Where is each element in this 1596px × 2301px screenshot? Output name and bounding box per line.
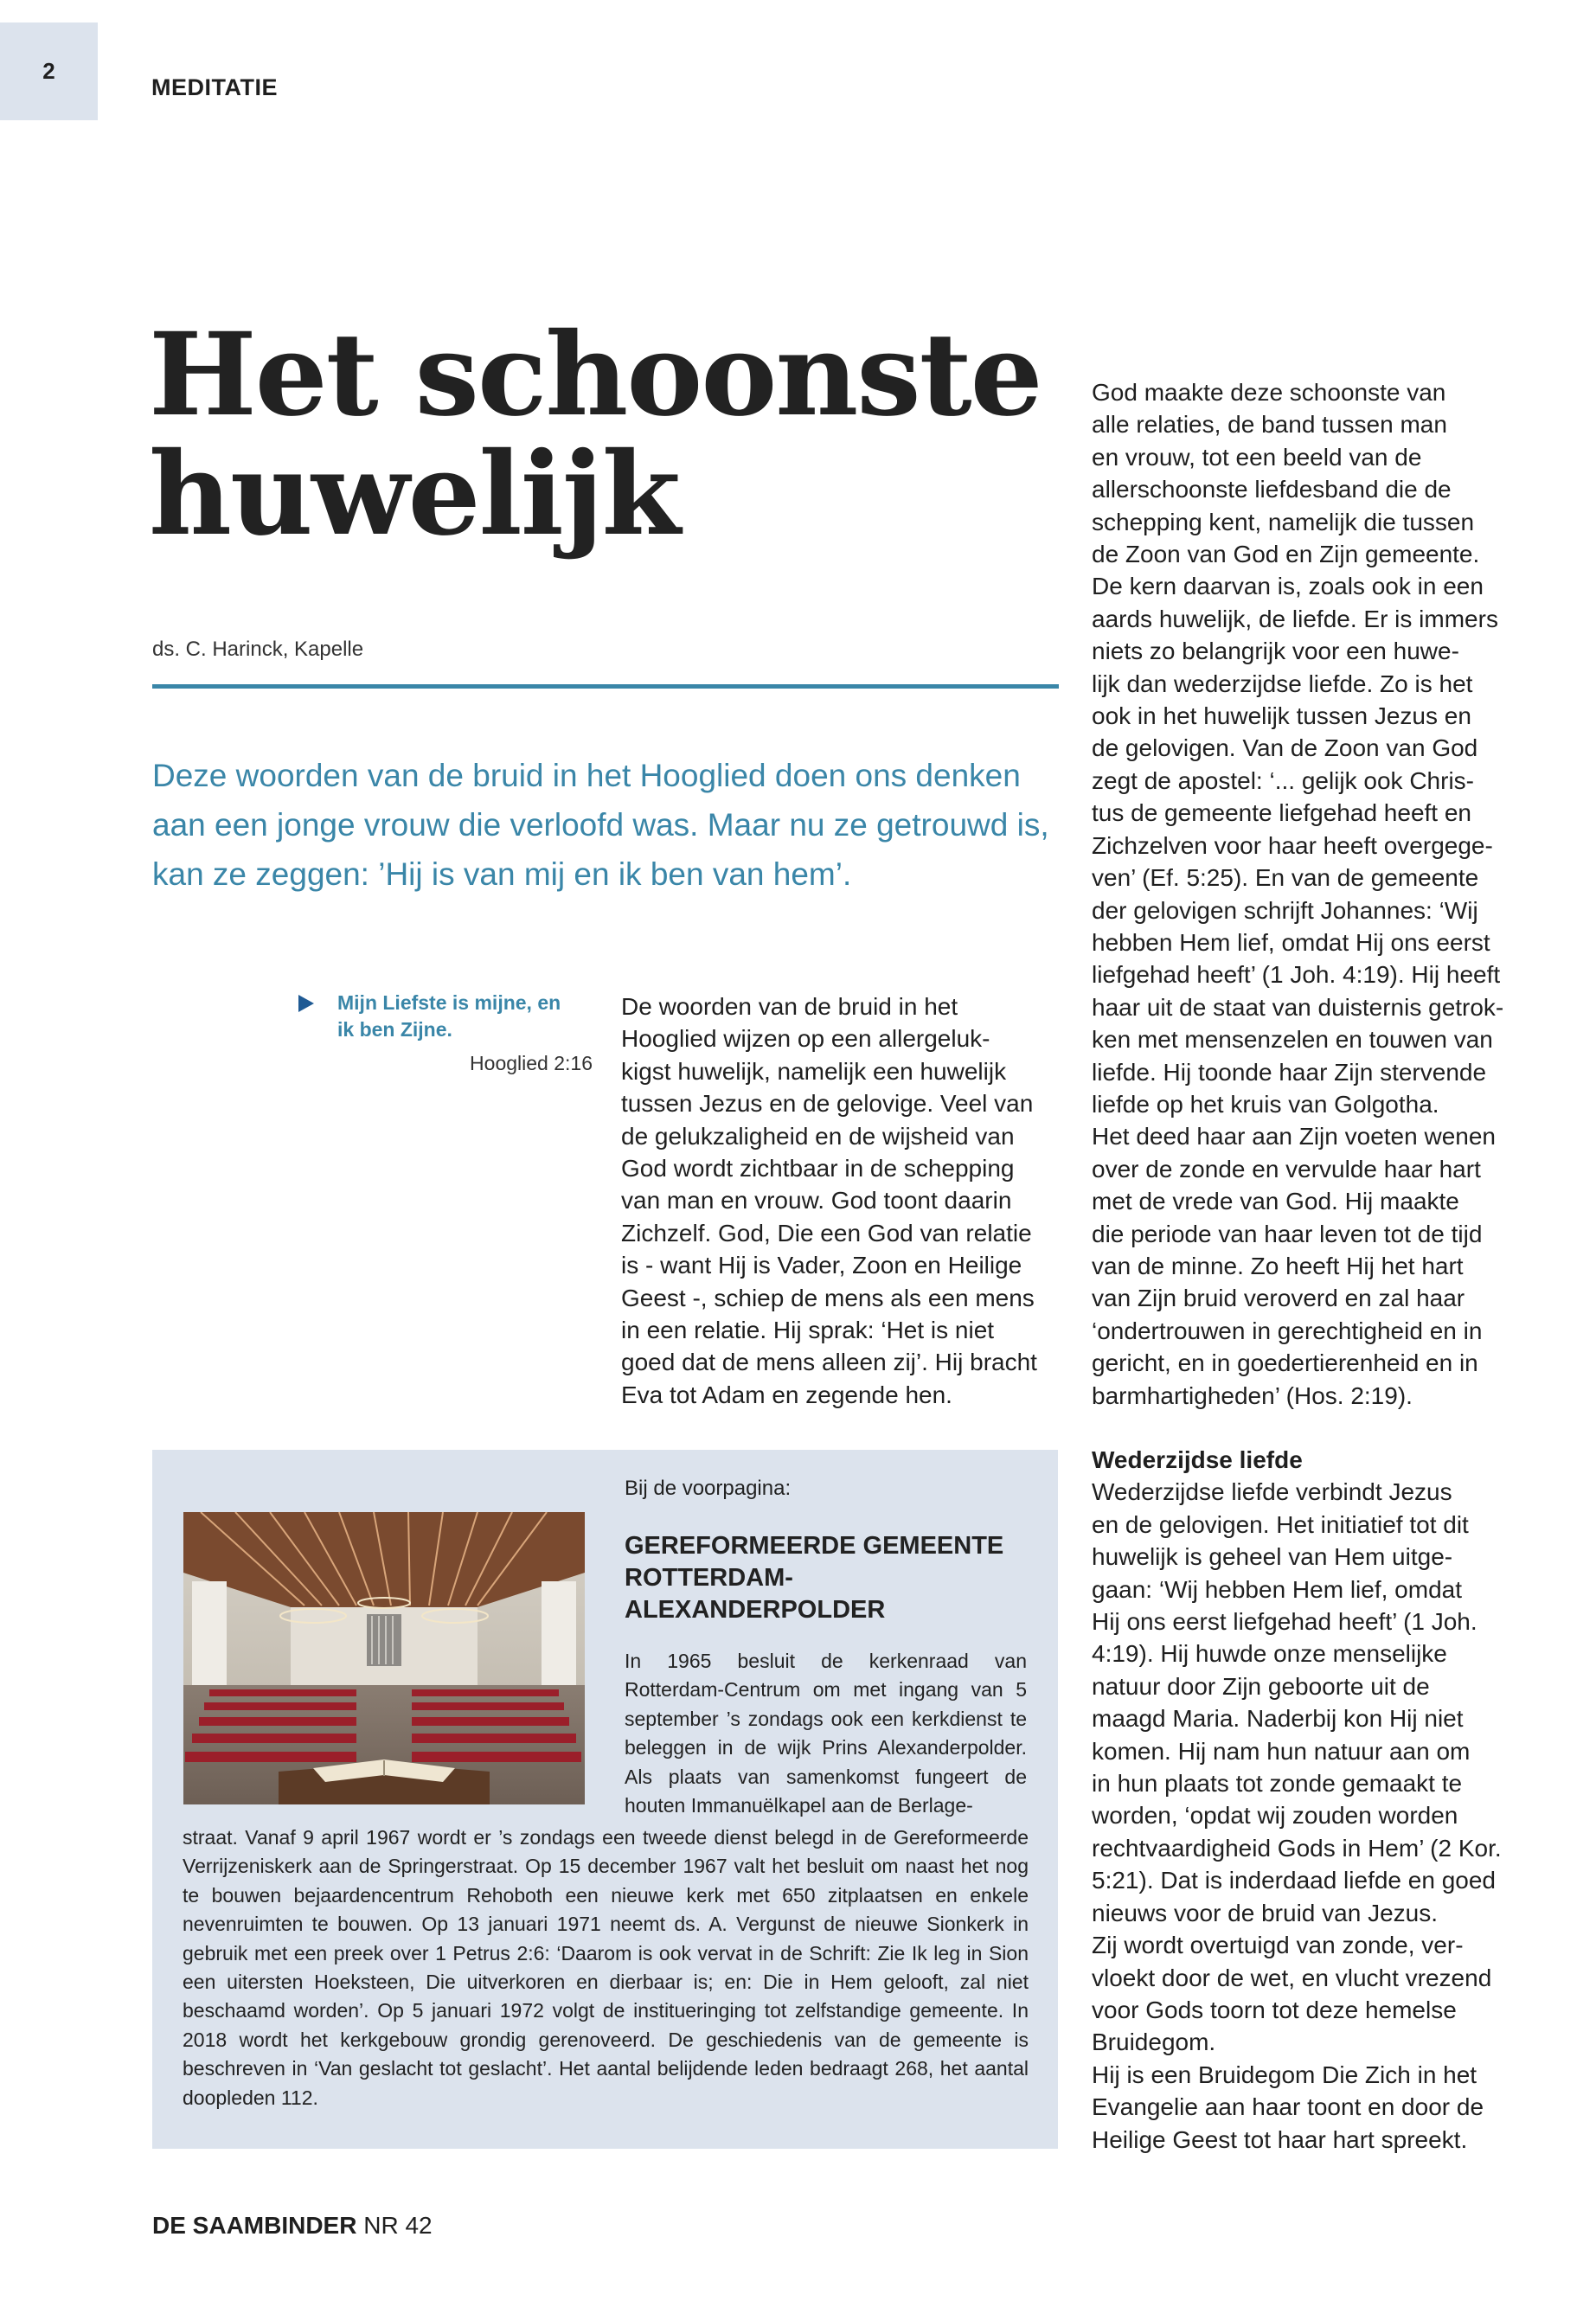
text-line: in een relatie. Hij sprak: ‘Het is niet	[621, 1317, 995, 1344]
text-line: van de minne. Zo heeft Hij het hart	[1092, 1252, 1464, 1279]
cover-heading-line: ALEXANDERPOLDER	[625, 1596, 886, 1624]
text-line: liefde. Hij toonde haar Zijn stervende	[1092, 1058, 1487, 1086]
cover-text-bottom: straat. Vanaf 9 april 1967 wordt er ’s zondags een tweede dienst belegd in de Gereformeerde Verrijzeniskerk aan de Springerstraat. Op 15 december 1967 valt het besluit om naast het nog te bouwen bejaardencentrum Rehoboth een nieuwe kerk met 650 zitplaatsen en enkele nevenruimten te bouwen. Op 13 januari 1971 neemt ds. A. Vergunst de nieuwe Sionkerk in gebruik met een preek over 1 Petrus 2:6: ‘Daarom is ook vervat in de Schrift: Zie Ik leg in Sion een uitersten Hoeksteen, Die uitverkoren en dierbaar is; en: Die in Hem gelooft, zal niet beschaamd worden’. Op 5 januari 1972 volgt de institueringing tot zelfstandige gemeente. In 2018 wordt het kerkgebouw grondig gerenoveerd. De geschiedenis van de gemeente is beschreven in ‘Van geslacht tot geslacht’. Het aantal belijdende leden bedraagt 268, het aantal doopleden 112.	[183, 1826, 1029, 2109]
church-interior-photo	[183, 1512, 585, 1804]
text-line: vloekt door de wet, en vlucht vrezend	[1092, 1964, 1492, 1991]
text-line: Wederzijdse liefde verbindt Jezus	[1092, 1478, 1452, 1506]
cover-heading	[625, 1530, 1040, 1626]
text-line: gericht, en in goedertierenheid en in	[1092, 1349, 1478, 1377]
text-line: met de vrede van God. Hij maakte	[1092, 1188, 1459, 1215]
text-line: barmhartigheden’ (Hos. 2:19).	[1092, 1381, 1413, 1409]
text-line: hebben Hem lief, omdat Hij ons eerst	[1092, 928, 1490, 956]
text-line: ven’ (Ef. 5:25). En van de gemeente	[1092, 864, 1479, 892]
text-line: Hij is een Bruidegom Die Zich in het	[1092, 2061, 1477, 2088]
text-line: natuur door Zijn geboorte uit de	[1092, 1672, 1430, 1700]
text-line: God maakte deze schoonste van	[1092, 379, 1446, 406]
text-line: nieuws voor de bruid van Jezus.	[1092, 1899, 1438, 1926]
text-line: God wordt zichtbaar in de schepping	[621, 1155, 1015, 1183]
publication-name: DE SAAMBINDER	[152, 2212, 357, 2239]
text-line: haar uit de staat van duisternis getrok-	[1092, 993, 1504, 1021]
text-line: maagd Maria. Naderbij kon Hij niet	[1092, 1705, 1464, 1733]
cover-heading-line: ROTTERDAM-	[625, 1564, 793, 1592]
text-line: 4:19). Hij huwde onze menselijke	[1092, 1640, 1447, 1668]
text-line: der gelovigen schrijft Johannes: ‘Wij	[1092, 896, 1478, 924]
quote-line: ik ben Zijne.	[337, 1018, 452, 1041]
triangle-bullet-icon	[298, 995, 314, 1012]
text-line: en de gelovigen. Het initiatief tot dit	[1092, 1510, 1469, 1538]
text-line: de gelovigen. Van de Zoon van God	[1092, 734, 1478, 762]
subheading: Wederzijdse liefde	[1092, 1446, 1303, 1473]
text-line: de gelukzaligheid en de wijsheid van	[621, 1122, 1015, 1150]
text-line: De woorden van de bruid in het	[621, 993, 958, 1020]
text-line: Hij ons eerst liefgehad heeft’ (1 Joh.	[1092, 1608, 1477, 1636]
article-author: ds. C. Harinck, Kapelle	[152, 638, 364, 661]
scripture-quote	[298, 990, 593, 1075]
text-line: gaan: ‘Wij hebben Hem lief, omdat	[1092, 1575, 1462, 1603]
text-line: ken met mensenzelen en touwen van	[1092, 1026, 1493, 1054]
text-line: liefgehad heeft’ (1 Joh. 4:19). Hij heeft	[1092, 961, 1501, 989]
quote-text	[337, 990, 593, 1043]
text-line: Zichzelven voor haar heeft overgege-	[1092, 831, 1493, 859]
text-line: De kern daarvan is, zoals ook in een	[1092, 573, 1484, 600]
text-line: Het deed haar aan Zijn voeten wenen	[1092, 1123, 1496, 1150]
text-line: Geest -, schiep de mens als een mens	[621, 1284, 1035, 1311]
article-lead: Deze woorden van de bruid in het Hooglied doen ons denken aan een jonge vrouw die verloofd was. Maar nu ze getrouwd is, kan ze zeggen: ’Hij is van mij en ik ben van hem’.	[152, 758, 1049, 892]
text-line: die periode van haar leven tot de tijd	[1092, 1220, 1483, 1247]
cover-text-top: In 1965 besluit de kerkenraad van Rotterdam-Centrum om met ingang van 5 september ’s zondags ook een kerkdienst te beleggen in de wijk Prins Alexanderpolder. Als plaats van samenkomst fungeert de houten Immanuëlkapel aan de Berlage-	[625, 1650, 1027, 1817]
text-line: ook in het huwelijk tussen Jezus en	[1092, 702, 1471, 730]
text-line: voor Gods toorn tot deze hemelse	[1092, 1996, 1457, 2023]
text-line: goed dat de mens alleen zij’. Hij bracht	[621, 1349, 1037, 1376]
quote-line: Mijn Liefste is mijne, en	[337, 991, 561, 1014]
article-title-line-1: Het schoonste	[149, 308, 1042, 442]
text-line: ‘ondertrouwen in gerechtigheid en in	[1092, 1317, 1483, 1344]
page-number: 2	[42, 58, 55, 84]
text-line: van man en vrouw. God toont daarin	[621, 1187, 1012, 1215]
text-line: Eva tot Adam en zegende hen.	[621, 1381, 952, 1408]
text-line: worden, ‘opdat wij zouden worden	[1092, 1802, 1458, 1830]
article-column-right	[1092, 376, 1542, 2156]
cover-caption: Bij de voorpagina:	[625, 1477, 792, 1500]
text-line: liefde op het kruis van Golgotha.	[1092, 1090, 1439, 1118]
text-line: aards huwelijk, de liefde. Er is immers	[1092, 605, 1498, 632]
publication-footer	[152, 2212, 433, 2240]
text-line: Zij wordt overtuigd van zonde, ver-	[1092, 1932, 1464, 1959]
text-line: Hooglied wijzen op een allergeluk-	[621, 1025, 990, 1053]
text-line: rechtvaardigheid Gods in Hem’ (2 Kor.	[1092, 1834, 1502, 1862]
text-line: lijk dan wederzijdse liefde. Zo is het	[1092, 670, 1473, 697]
text-line: 5:21). Dat is inderdaad liefde en goed	[1092, 1867, 1496, 1894]
text-line: Evangelie aan haar toont en door de	[1092, 2093, 1484, 2121]
article-title	[149, 308, 1057, 561]
text-line: allerschoonste liefdesband die de	[1092, 476, 1452, 503]
quote-reference: Hooglied 2:16	[470, 1052, 593, 1074]
text-line: tus de gemeente liefgehad heeft en	[1092, 799, 1472, 827]
text-line: huwelijk is geheel van Hem uitge-	[1092, 1543, 1453, 1571]
text-line: alle relaties, de band tussen man	[1092, 411, 1447, 439]
text-line: de Zoon van God en Zijn gemeente.	[1092, 541, 1480, 568]
text-line: zegt de apostel: ‘... gelijk ook Chris-	[1092, 766, 1474, 794]
text-line: is - want Hij is Vader, Zoon en Heilige	[621, 1252, 1022, 1279]
article-column-middle	[621, 990, 1061, 1411]
text-line: komen. Hij nam hun natuur aan om	[1092, 1737, 1471, 1765]
section-label: MEDITATIE	[151, 74, 278, 100]
paragraph-gap	[1092, 1412, 1542, 1444]
issue-number: NR 42	[363, 2212, 433, 2239]
text-line: en vrouw, tot een beeld van de	[1092, 443, 1422, 471]
text-line: van Zijn bruid veroverd en zal haar	[1092, 1285, 1465, 1312]
text-line: in hun plaats tot zonde gemaakt te	[1092, 1770, 1463, 1798]
cover-heading-line: GEREFORMEERDE GEMEENTE	[625, 1532, 1004, 1560]
text-line: Bruidegom.	[1092, 2029, 1216, 2056]
text-line: tussen Jezus en de gelovige. Veel van	[621, 1090, 1034, 1118]
text-line: niets zo belangrijk voor een huwe-	[1092, 638, 1459, 665]
text-line: Heilige Geest tot haar hart spreekt.	[1092, 2125, 1468, 2153]
text-line: kigst huwelijk, namelijk een huwelijk	[621, 1057, 1007, 1085]
title-divider	[152, 684, 1059, 689]
text-line: schepping kent, namelijk die tussen	[1092, 508, 1475, 535]
text-line: Zichzelf. God, Die een God van relatie	[621, 1219, 1032, 1247]
article-title-line-2: huwelijk	[149, 427, 680, 561]
text-line: over de zonde en vervulde haar hart	[1092, 1155, 1481, 1183]
